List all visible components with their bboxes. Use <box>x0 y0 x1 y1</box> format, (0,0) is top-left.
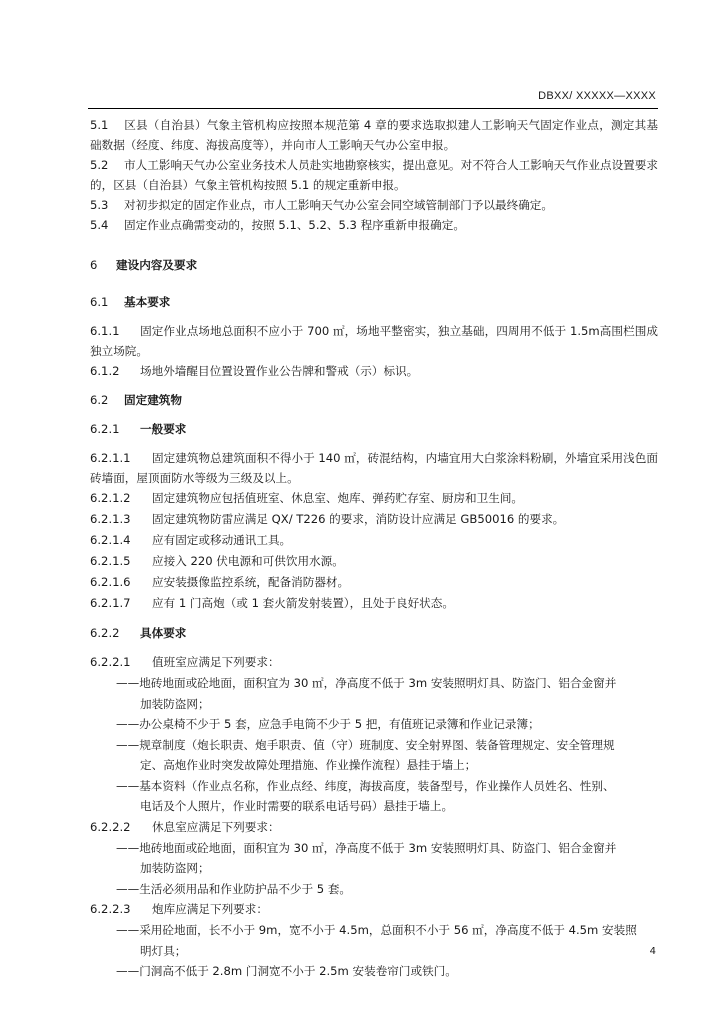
list-item: ——地砖地面或砼地面，面积宜为 30 ㎡，净高度不低于 3m 安装照明灯具、防盗门、铝合金窗并 加装防盗网； <box>116 676 617 711</box>
list-item: ——生活必须用品和作业防护品不少于 5 套。 <box>116 881 352 896</box>
section-6-2-2-heading: 6.2.2 具体要求 <box>90 626 187 640</box>
clause-5-4: 5.4 固定作业点确需变动的，按照 5.1、5.2、5.3 程序重新申报确定。 <box>90 218 465 232</box>
list-item: ——规章制度（炮长职责、炮手职责、值（守）班制度、安全射界图、装备管理规定、安全管理规 定、高炮作业时突发故障处理措施、作业操作流程）悬挂于墙上； <box>116 737 615 772</box>
page-number: 4 <box>649 946 656 957</box>
clause-5-2: 5.2 市人工影响天气办公室业务技术人员赴实地勘察核实，提出意见。对不符合人工影响天气作业点设置要求的，区县（自治县）气象主管机构按照 5.1 的规定重新申报。 <box>90 158 658 192</box>
section-6-1-heading: 6.1 基本要求 <box>90 295 171 309</box>
list-item: ——基本资料（作业点名称，作业点经、纬度，海拔高度，装备型号，作业操作人员姓名、性别、 电话及个人照片，作业时需要的联系电话号码）悬挂于墙上。 <box>116 778 615 813</box>
clause-6-1-2: 6.1.2 场地外墙醒目位置设置作业公告牌和警戒（示）标识。 <box>90 364 419 378</box>
section-6-2-heading: 6.2 固定建筑物 <box>90 393 182 407</box>
document-body <box>90 115 658 982</box>
clause-6-2-1-7: 6.2.1.7 应有 1 门高炮（或 1 套火箭发射装置），且处于良好状态。 <box>90 596 454 610</box>
clause-6-2-2-2: 6.2.2.2 休息室应满足下列要求： <box>90 819 280 834</box>
list-item: ——采用砼地面，长不小于 9m，宽不小于 4.5m，总面积不小于 56 ㎡，净高度不低于 4.5m 安装照 明灯具； <box>116 923 637 958</box>
clause-6-2-2-1: 6.2.2.1 值班室应满足下列要求： <box>90 655 280 669</box>
header-rule <box>88 108 658 109</box>
clause-6-2-1-6: 6.2.1.6 应安装摄像监控系统，配备消防器材。 <box>90 575 350 589</box>
clause-5-3: 5.3 对初步拟定的固定作业点，市人工影响天气办公室会同空域管制部门予以最终确定。 <box>90 198 553 212</box>
clause-5-1: 5.1 区县（自治县）气象主管机构应按照本规范第 4 章的要求选取拟建人工影响天气固定作业点，测定其基础数据（经度、纬度、海拔高度等），并向市人工影响天气办公室申报。 <box>90 118 658 152</box>
list-item: ——门洞高不低于 2.8m 门洞宽不小于 2.5m 安装卷帘门或铁门。 <box>116 964 457 978</box>
clause-6-2-1-3: 6.2.1.3 固定建筑物防雷应满足 QX/ T226 的要求，消防设计应满足 GB50016 的要求。 <box>90 512 565 526</box>
clause-6-2-1-5: 6.2.1.5 应接入 220 伏电源和可供饮用水源。 <box>90 554 344 568</box>
list-item: ——办公桌椅不少于 5 套，应急手电筒不少于 5 把，有值班记录簿和作业记录簿； <box>116 717 540 731</box>
clause-6-2-1-4: 6.2.1.4 应有固定或移动通讯工具。 <box>90 533 292 547</box>
clause-6-2-2-3: 6.2.2.3 炮库应满足下列要求： <box>90 902 268 916</box>
list-item: ——地砖地面或砼地面，面积宜为 30 ㎡，净高度不低于 3m 安装照明灯具、防盗门、铝合金窗并 加装防盗网； <box>116 840 617 875</box>
document-code: DBXX/ XXXXX—XXXX <box>538 90 656 102</box>
section-6-2-1-heading: 6.2.1 一般要求 <box>90 422 187 436</box>
clause-6-2-1-2: 6.2.1.2 固定建筑物应包括值班室、休息室、炮库、弹药贮存室、厨房和卫生间。 <box>90 491 524 505</box>
section-6-heading: 6 建设内容及要求 <box>90 258 198 272</box>
clause-6-2-1-1: 6.2.1.1 固定建筑物总建筑面积不得小于 140 ㎡，砖混结构，内墙宜用大白浆涂料粉刷，外墙宜采用浅色面砖墙面，屋顶面防水等级为三级及以上。 <box>90 451 658 485</box>
clause-6-1-1: 6.1.1 固定作业点场地总面积不应小于 700 ㎡，场地平整密实，独立基础，四周用不低于 1.5m高围栏围成独立场院。 <box>90 324 658 358</box>
